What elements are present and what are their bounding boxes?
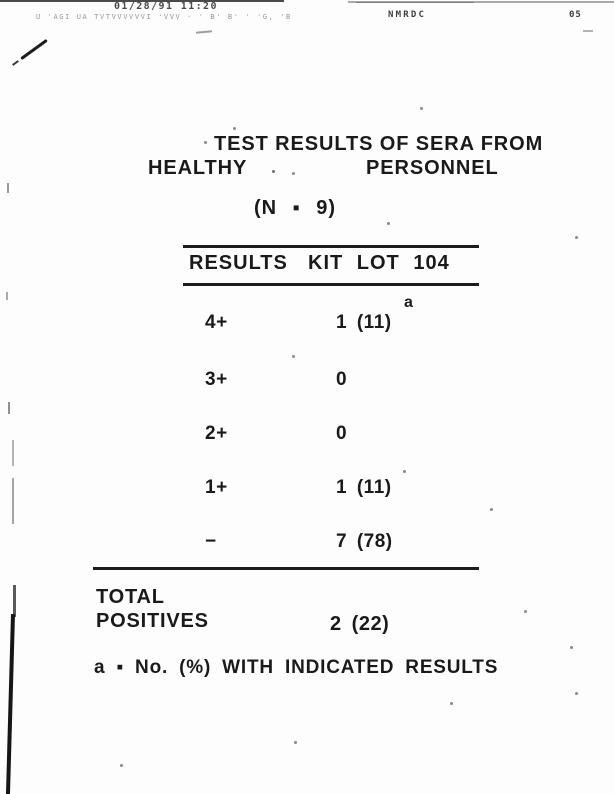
scan-speck [294, 741, 297, 744]
pen-slash-mark [20, 39, 48, 60]
fax-timestamp: 01/28/91 11:20 [114, 1, 218, 12]
table-row-label: 4+ [205, 312, 228, 333]
scan-speck [233, 127, 236, 130]
table-bottom-rule [93, 567, 479, 570]
scan-edge-streak [6, 614, 15, 794]
table-row-value: 1 (11) [336, 477, 392, 498]
scan-speck [120, 764, 123, 767]
scan-speck [387, 222, 390, 225]
column-header-kit-lot: KIT LOT 104 [308, 252, 450, 274]
page-title-line1: TEST RESULTS OF SERA FROM [214, 133, 544, 155]
table-row-value: 0 [336, 369, 348, 390]
scan-speck [575, 236, 578, 239]
table-header-rule [183, 283, 479, 286]
scan-edge-line [356, 2, 474, 3]
scan-speck [575, 692, 578, 695]
scan-speck [570, 646, 573, 649]
sample-size-label: (N ▪ 9) [254, 197, 337, 219]
total-label-line1: TOTAL [96, 586, 165, 608]
pen-slash-mark [12, 60, 19, 66]
scan-artifact [12, 440, 14, 466]
scan-artifact [13, 585, 16, 617]
scan-speck [272, 170, 275, 173]
table-row-label: 2+ [205, 423, 228, 444]
page-title-line2-left: HEALTHY [148, 157, 248, 179]
scan-speck [204, 141, 207, 144]
total-label-line2: POSITIVES [96, 610, 209, 632]
scan-artifact [196, 30, 212, 33]
scan-artifact [8, 402, 10, 414]
column-header-results: RESULTS [189, 252, 288, 274]
total-value: 2 (22) [330, 613, 390, 635]
scan-speck [490, 508, 493, 511]
table-row-label: − [205, 531, 217, 552]
table-row-value: 7 (78) [336, 531, 393, 552]
scan-speck [524, 610, 527, 613]
scan-speck [292, 355, 295, 358]
footnote-superscript-a: a [404, 294, 413, 311]
scan-artifact [583, 30, 593, 32]
scan-artifact [6, 292, 8, 300]
table-row-value: 0 [336, 423, 348, 444]
scan-speck [450, 702, 453, 705]
fax-page-number: 05 [569, 10, 582, 20]
footnote-definition: a ▪ No. (%) WITH INDICATED RESULTS [94, 657, 499, 678]
scan-speck [403, 470, 406, 473]
table-row-label: 3+ [205, 369, 228, 390]
fax-station-id: NMRDC [388, 10, 427, 20]
scan-artifact [7, 183, 9, 193]
table-top-rule [183, 245, 479, 248]
page-title-line2-right: PERSONNEL [366, 157, 499, 179]
table-row-value: 1 (11) [336, 312, 392, 333]
scan-speck [292, 172, 295, 175]
scan-artifact [12, 478, 14, 524]
table-row-label: 1+ [205, 477, 228, 498]
scan-speck [420, 107, 423, 110]
fax-garbled-text: U 'AGI UA TVTVVVVVVI 'VVV · ' B' B' ' 'G, 'B [36, 13, 292, 21]
